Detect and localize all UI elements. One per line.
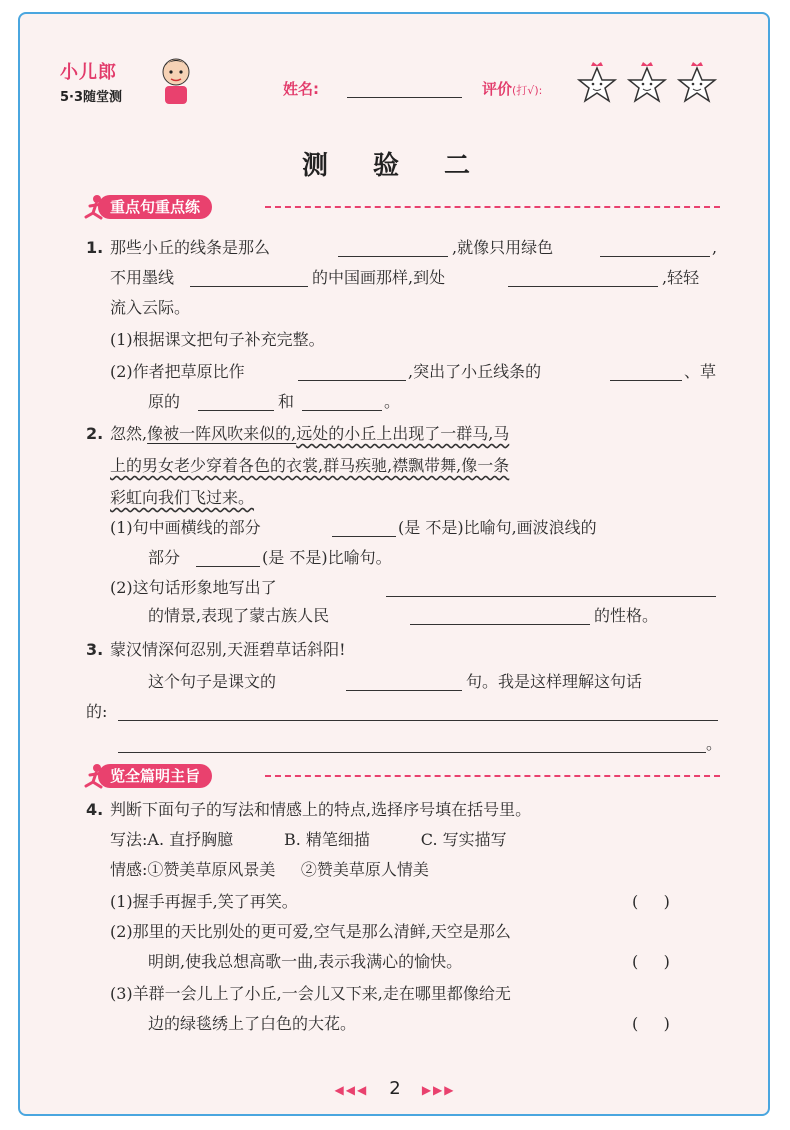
answer-line[interactable] <box>118 720 718 721</box>
q1-sub2: 和 <box>278 392 295 411</box>
q1-sub2: 。 <box>384 392 401 411</box>
q2-wavy-underline: 彩虹向我们飞过来。 <box>110 488 255 507</box>
name-field[interactable] <box>347 97 462 98</box>
rating-stars <box>572 62 722 104</box>
q1-sub2: 原的 <box>148 392 181 411</box>
q3-text: 的: <box>86 702 108 721</box>
blank-field[interactable] <box>190 286 308 287</box>
blank-field[interactable] <box>198 410 274 411</box>
q3-poem: 蒙汉情深何忍别,天涯碧草话斜阳! <box>110 640 346 659</box>
name-label: 姓名: <box>283 80 319 98</box>
smiley-star-icon[interactable] <box>629 62 665 101</box>
q1-text: ,轻轻 <box>662 268 700 287</box>
blank-field[interactable] <box>610 380 682 381</box>
blank-field[interactable] <box>332 536 396 537</box>
q4-methods: 写法:A. 直抒胸臆 B. 精笔细描 C. 写实描写 <box>110 830 507 849</box>
section-banner-2 <box>80 762 720 790</box>
answer-paren[interactable]: ( ) <box>632 1014 670 1033</box>
q2-sub2: (2)这句话形象地写出了 <box>110 578 277 597</box>
question-number: 1. <box>86 238 104 257</box>
rating-hint: (打√): <box>512 84 543 97</box>
q4-feelings: 情感:①赞美草原风景美 ②赞美草原人情美 <box>110 860 429 879</box>
rating-label-text: 评价 <box>482 80 513 98</box>
q2-sub1: (1)句中画横线的部分 <box>110 518 261 537</box>
q1-text: , <box>712 238 718 257</box>
q1-sub2: 、草 <box>684 362 717 381</box>
q1-text: 流入云际。 <box>110 298 191 317</box>
brand-logo: 小儿郎 <box>60 62 117 83</box>
q3-text: 句。我是这样理解这句话 <box>466 672 643 691</box>
q2-sub2: 的性格。 <box>594 606 659 625</box>
q2-sub1: 部分 <box>148 548 181 567</box>
answer-line[interactable] <box>118 752 706 753</box>
blank-field[interactable] <box>386 596 716 597</box>
q2-wavy-underline: 上的男女老少穿着各色的衣裳,群马疾驰,襟飘带舞,像一条 <box>110 456 510 475</box>
brand-block <box>60 58 122 105</box>
question-number: 3. <box>86 640 104 659</box>
section-banner-1 <box>80 193 720 221</box>
page-number: 2 <box>389 1078 401 1099</box>
next-arrows-icon: ▶▶▶ <box>421 1083 456 1097</box>
answer-paren[interactable]: ( ) <box>632 892 670 911</box>
q2-wavy-underline: 远处的小丘上出现了一群马,马 <box>296 424 510 443</box>
q2-straight-underline: 像被一阵风吹来似的, <box>147 424 297 443</box>
section-title-2: 览全篇明主旨 <box>98 764 212 788</box>
section-title-1: 重点句重点练 <box>98 195 212 219</box>
smiley-star-icon[interactable] <box>579 62 615 101</box>
page-footer <box>0 1078 790 1099</box>
mascot-icon <box>156 54 196 106</box>
q2-sub1: (是 不是)比喻句。 <box>262 548 392 567</box>
divider <box>265 206 720 208</box>
q4-item-2: 明朗,使我总想高歌一曲,表示我满心的愉快。 <box>148 952 463 971</box>
q4-item-1: (1)握手再握手,笑了再笑。 <box>110 892 298 911</box>
blank-field[interactable] <box>346 690 462 691</box>
q1-text: 那些小丘的线条是那么 <box>110 238 271 257</box>
q2-text: 忽然, <box>110 424 148 443</box>
blank-field[interactable] <box>508 286 658 287</box>
blank-field[interactable] <box>302 410 382 411</box>
brand-subtitle: 5·3随堂测 <box>60 90 123 105</box>
prev-arrows-icon: ◀◀◀ <box>334 1083 369 1097</box>
q1-sub2: ,突出了小丘线条的 <box>408 362 542 381</box>
q4-stem: 判断下面句子的写法和情感上的特点,选择序号填在括号里。 <box>110 800 532 819</box>
q2-sub2: 的情景,表现了蒙古族人民 <box>148 606 330 625</box>
q2-sub1: (是 不是)比喻句,画波浪线的 <box>398 518 597 537</box>
question-number: 2. <box>86 424 104 443</box>
q4-item-3: (3)羊群一会儿上了小丘,一会儿又下来,走在哪里都像给无 <box>110 984 511 1003</box>
blank-field[interactable] <box>298 380 406 381</box>
q4-item-3: 边的绿毯绣上了白色的大花。 <box>148 1014 357 1033</box>
divider <box>265 775 720 777</box>
q1-text: 的中国画那样,到处 <box>312 268 446 287</box>
q3-text: 这个句子是课文的 <box>148 672 277 691</box>
answer-paren[interactable]: ( ) <box>632 952 670 971</box>
q1-sub1: (1)根据课文把句子补充完整。 <box>110 330 325 349</box>
q3-text: 。 <box>706 734 723 753</box>
blank-field[interactable] <box>410 624 590 625</box>
q1-text: ,就像只用绿色 <box>452 238 554 257</box>
q1-sub2: (2)作者把草原比作 <box>110 362 245 381</box>
q1-text: 不用墨线 <box>110 268 175 287</box>
blank-field[interactable] <box>338 256 448 257</box>
page-title: 测 验 二 <box>301 151 489 181</box>
smiley-star-icon[interactable] <box>679 62 715 101</box>
q4-item-2: (2)那里的天比别处的更可爱,空气是那么清鲜,天空是那么 <box>110 922 511 941</box>
question-number: 4. <box>86 800 104 819</box>
rating-label <box>482 78 542 99</box>
q2-passage <box>110 424 509 444</box>
blank-field[interactable] <box>196 566 260 567</box>
blank-field[interactable] <box>600 256 710 257</box>
